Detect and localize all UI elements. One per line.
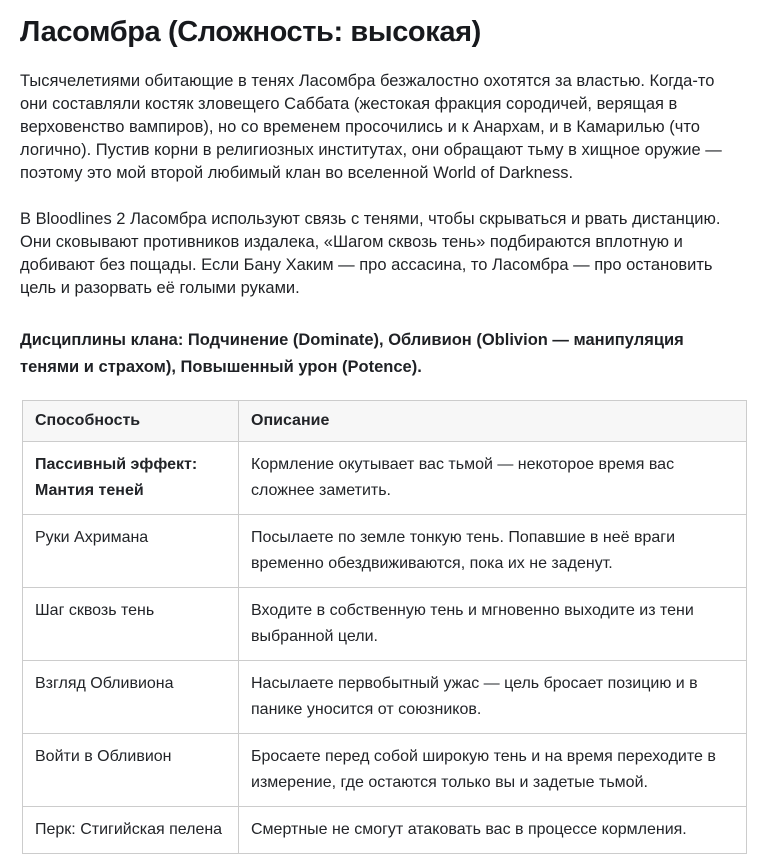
abilities-table (22, 400, 747, 854)
page-title: Ласомбра (Сложность: высокая) (20, 16, 481, 48)
ability-cell: Руки Ахримана (23, 515, 239, 588)
table-row (23, 515, 747, 588)
table-row (23, 734, 747, 807)
ability-cell: Шаг сквозь тень (23, 588, 239, 661)
description-cell: Кормление окутывает вас тьмой — некоторое время вас сложнее заметить. (239, 442, 747, 515)
intro-paragraph: Тысячелетиями обитающие в тенях Ласомбра безжалостно охотятся за властью. Когда-то они составляли костяк зловещего Саббата (жестокая фракция сородичей, верящая в верховенство вампиров), но со временем просочились и к Анархам, и в Камарилью (что логично). Пустив корни в религиозных институтах, они обращают тьму в хищное оружие — поэтому это мой второй любимый клан во вселенной World of Darkness. (20, 72, 722, 182)
table-row (23, 442, 747, 515)
description-cell: Бросаете перед собой широкую тень и на время переходите в измерение, где остаются только вы и задетые тьмой. (239, 734, 747, 807)
gameplay-paragraph: В Bloodlines 2 Ласомбра используют связь с тенями, чтобы скрываться и рвать дистанцию. Они сковывают противников издалека, «Шагом сквозь тень» подбираются вплотную и добивают без пощады. Если Бану Хаким — про ассасина, то Ласомбра — про остановить цель и разорвать её голыми руками. (20, 210, 721, 297)
ability-cell: Взгляд Обливиона (23, 661, 239, 734)
description-cell: Насылаете первобытный ужас — цель бросает позицию и в панике уносится от союзников. (239, 661, 747, 734)
description-cell: Смертные не смогут атаковать вас в процессе кормления. (239, 807, 747, 854)
ability-cell: Войти в Обливион (23, 734, 239, 807)
ability-cell: Пассивный эффект: Мантия теней (23, 442, 239, 515)
ability-cell: Перк: Стигийская пелена (23, 807, 239, 854)
description-cell: Входите в собственную тень и мгновенно выходите из тени выбранной цели. (239, 588, 747, 661)
table-row (23, 807, 747, 854)
disciplines-line: Дисциплины клана: Подчинение (Dominate), Обливион (Oblivion — манипуляция тенями и страхом), Повышенный урон (Potence). (20, 331, 684, 376)
table-row (23, 661, 747, 734)
description-cell: Посылаете по земле тонкую тень. Попавшие в неё враги временно обездвиживаются, пока их не заденут. (239, 515, 747, 588)
table-row (23, 588, 747, 661)
column-header-description: Описание (239, 401, 747, 442)
column-header-ability: Способность (23, 401, 239, 442)
table-header-row (23, 401, 747, 442)
